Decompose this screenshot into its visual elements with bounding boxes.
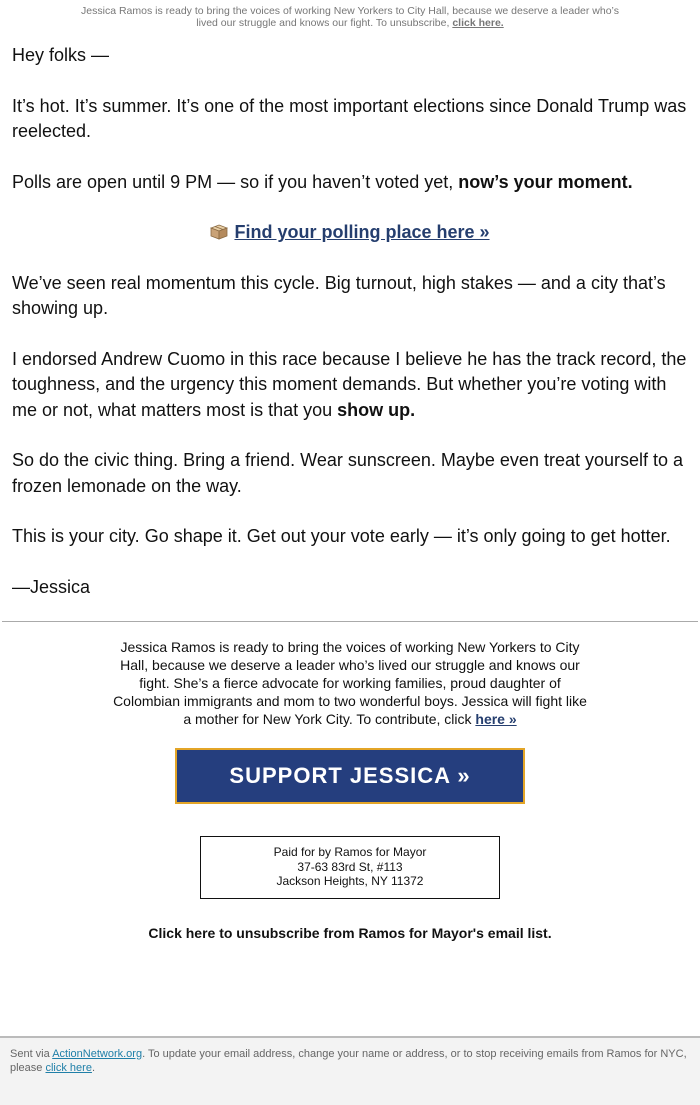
sent-via-text: Sent via: [10, 1048, 50, 1060]
ballot-box-icon: [210, 222, 228, 238]
polling-place-link[interactable]: Find your polling place here »: [234, 222, 490, 242]
unsubscribe-link[interactable]: Click here to unsubscribe from Ramos for Mayor's email list.: [148, 924, 552, 941]
bottom-bar-period: .: [91, 1062, 96, 1074]
paragraph-endorsement: [12, 347, 688, 424]
email-body: [0, 43, 700, 600]
paid-for-city: Jackson Heights, NY 11372: [276, 874, 424, 888]
manage-subscription-link[interactable]: click here: [45, 1062, 92, 1074]
unsubscribe-line: [0, 925, 700, 941]
action-network-link[interactable]: ActionNetwork.org: [52, 1048, 143, 1060]
paragraph-shape-it: This is your city. Go shape it. Get out your vote early — it’s only going to get hotter.: [12, 526, 671, 546]
paragraph-civic: So do the civic thing. Bring a friend. Wear sunscreen. Maybe even treat yourself to a frozen lemonade on the way.: [12, 450, 684, 496]
update-email-text: . To update your email address, change your name or address, or to stop receiving emails from Ramos for NYC, please: [10, 1048, 687, 1074]
paid-for-box: [200, 836, 500, 899]
footer-divider: [2, 621, 698, 622]
preheader-text: Jessica Ramos is ready to bring the voices of working New Yorkers to City Hall, because we deserve a leader who’s lived our struggle and knows our fight. To unsubscribe,: [81, 5, 619, 29]
polls-text: Polls are open until 9 PM — so if you haven’t voted yet,: [12, 171, 454, 192]
preheader: [0, 0, 700, 29]
footer-blurb: [110, 638, 590, 728]
support-jessica-button[interactable]: SUPPORT JESSICA »: [175, 748, 525, 804]
greeting: Hey folks —: [12, 45, 110, 65]
paid-for-address: 37-63 83rd St, #113: [297, 859, 403, 874]
endorsement-text: I endorsed Andrew Cuomo in this race because I believe he has the track record, the toughness, and the urgency this moment demands. But whether you’re voting with me or not, what matters most is that you: [12, 348, 687, 420]
preheader-unsubscribe-link[interactable]: click here.: [452, 17, 504, 29]
polling-place-cta: [12, 220, 688, 246]
footer-blurb-text: Jessica Ramos is ready to bring the voices of working New Yorkers to City Hall, because we deserve a leader who’s lived our struggle and knows our fight. She’s a fierce advocate for working families, proud daughter of Colombian immigrants and mom to two wonderful boys. Jessica will fight like a mother for New York City. To contribute, click: [113, 639, 587, 727]
polls-emphasis: now’s your moment.: [458, 171, 633, 192]
paragraph-heat: It’s hot. It’s summer. It’s one of the most important elections since Donald Trump was reelected.: [12, 95, 687, 141]
paragraph-momentum: We’ve seen real momentum this cycle. Big turnout, high stakes — and a city that’s showing up.: [12, 272, 666, 318]
action-network-footer: [0, 1036, 700, 1105]
signoff: —Jessica: [12, 576, 91, 597]
paid-for-line: Paid for by Ramos for Mayor: [273, 845, 427, 859]
contribute-link[interactable]: here »: [475, 711, 517, 727]
endorsement-emphasis: show up.: [337, 399, 416, 420]
paragraph-polls: [12, 170, 688, 196]
